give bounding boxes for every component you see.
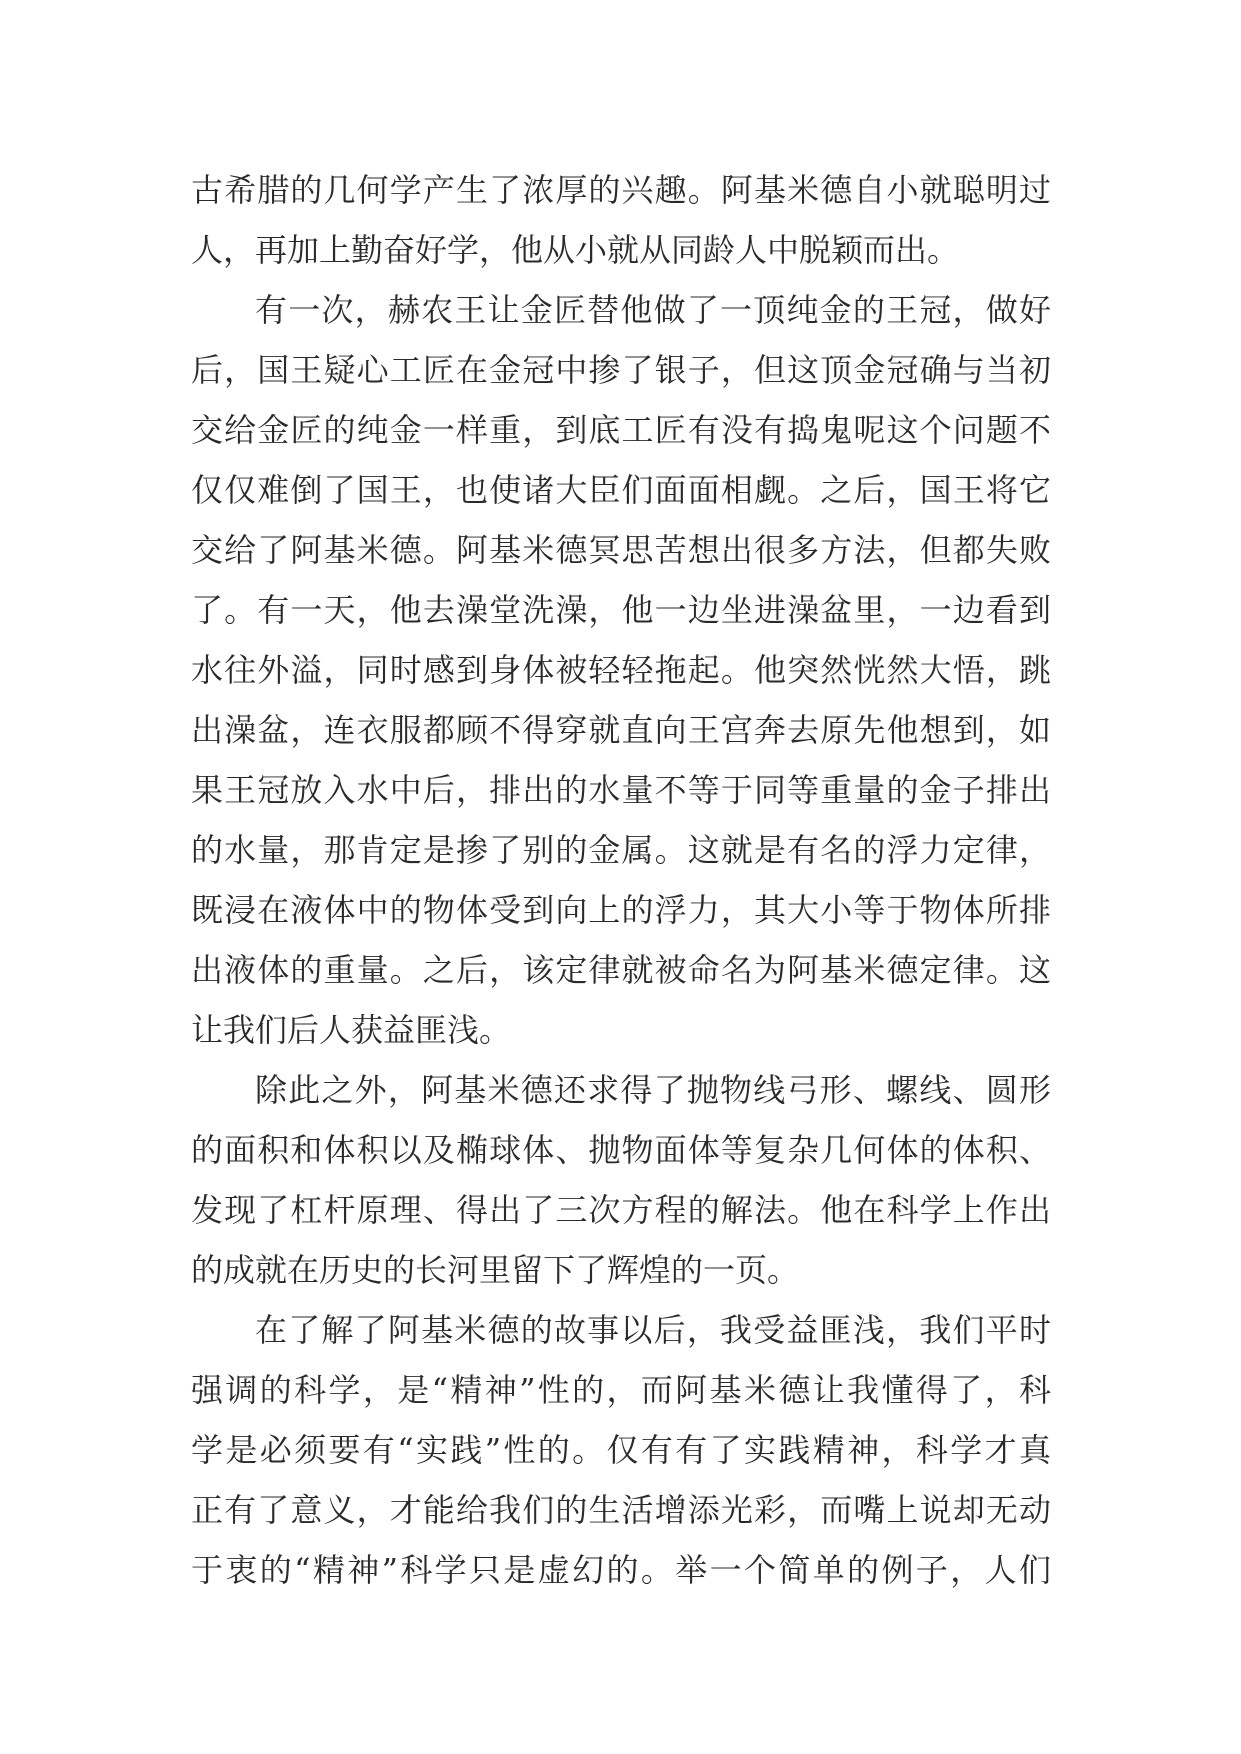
text-line: 发现了杠杆原理、得出了三次方程的解法。他在科学上作出 [191, 1191, 1051, 1229]
text-line: 后，国王疑心工匠在金冠中掺了银子，但这顶金冠确与当初 [191, 351, 1051, 389]
text-line: 在了解了阿基米德的故事以后，我受益匪浅，我们平时 [255, 1311, 1051, 1349]
text-line: 除此之外，阿基米德还求得了抛物线弓形、螺线、圆形 [255, 1071, 1051, 1109]
text-line: 交给金匠的纯金一样重，到底工匠有没有捣鬼呢这个问题不 [191, 411, 1051, 449]
text-line: 正有了意义，才能给我们的生活增添光彩，而嘴上说却无动 [191, 1491, 1051, 1529]
text-line: 出液体的重量。之后，该定律就被命名为阿基米德定律。这 [191, 951, 1051, 989]
text-line: 仅仅难倒了国王，也使诸大臣们面面相觑。之后，国王将它 [191, 471, 1051, 509]
text-line: 人，再加上勤奋好学，他从小就从同龄人中脱颖而出。 [191, 231, 960, 269]
text-line: 的成就在历史的长河里留下了辉煌的一页。 [191, 1251, 800, 1289]
text-line: 果王冠放入水中后，排出的水量不等于同等重量的金子排出 [191, 771, 1051, 809]
text-line: 古希腊的几何学产生了浓厚的兴趣。阿基米德自小就聪明过 [191, 171, 1051, 209]
text-line: 出澡盆，连衣服都顾不得穿就直向王宫奔去原先他想到，如 [191, 711, 1051, 749]
text-line: 既浸在液体中的物体受到向上的浮力，其大小等于物体所排 [191, 891, 1051, 929]
text-line: 有一次，赫农王让金匠替他做了一顶纯金的王冠，做好 [255, 291, 1051, 329]
text-line: 强调的科学，是“精神”性的，而阿基米德让我懂得了，科 [191, 1371, 1051, 1409]
text-line: 于衷的“精神”科学只是虚幻的。举一个简单的例子，人们 [191, 1551, 1051, 1589]
text-line: 水往外溢，同时感到身体被轻轻拖起。他突然恍然大悟，跳 [191, 651, 1051, 689]
text-line: 让我们后人获益匪浅。 [191, 1011, 512, 1049]
text-line: 学是必须要有“实践”性的。仅有有了实践精神，科学才真 [191, 1431, 1051, 1469]
text-line: 交给了阿基米德。阿基米德冥思苦想出很多方法，但都失败 [191, 531, 1051, 569]
text-line: 的水量，那肯定是掺了别的金属。这就是有名的浮力定律， [191, 831, 1051, 869]
text-line: 了。有一天，他去澡堂洗澡，他一边坐进澡盆里，一边看到 [191, 591, 1051, 629]
document-body [191, 160, 1051, 1600]
text-line: 的面积和体积以及椭球体、抛物面体等复杂几何体的体积、 [191, 1131, 1051, 1169]
